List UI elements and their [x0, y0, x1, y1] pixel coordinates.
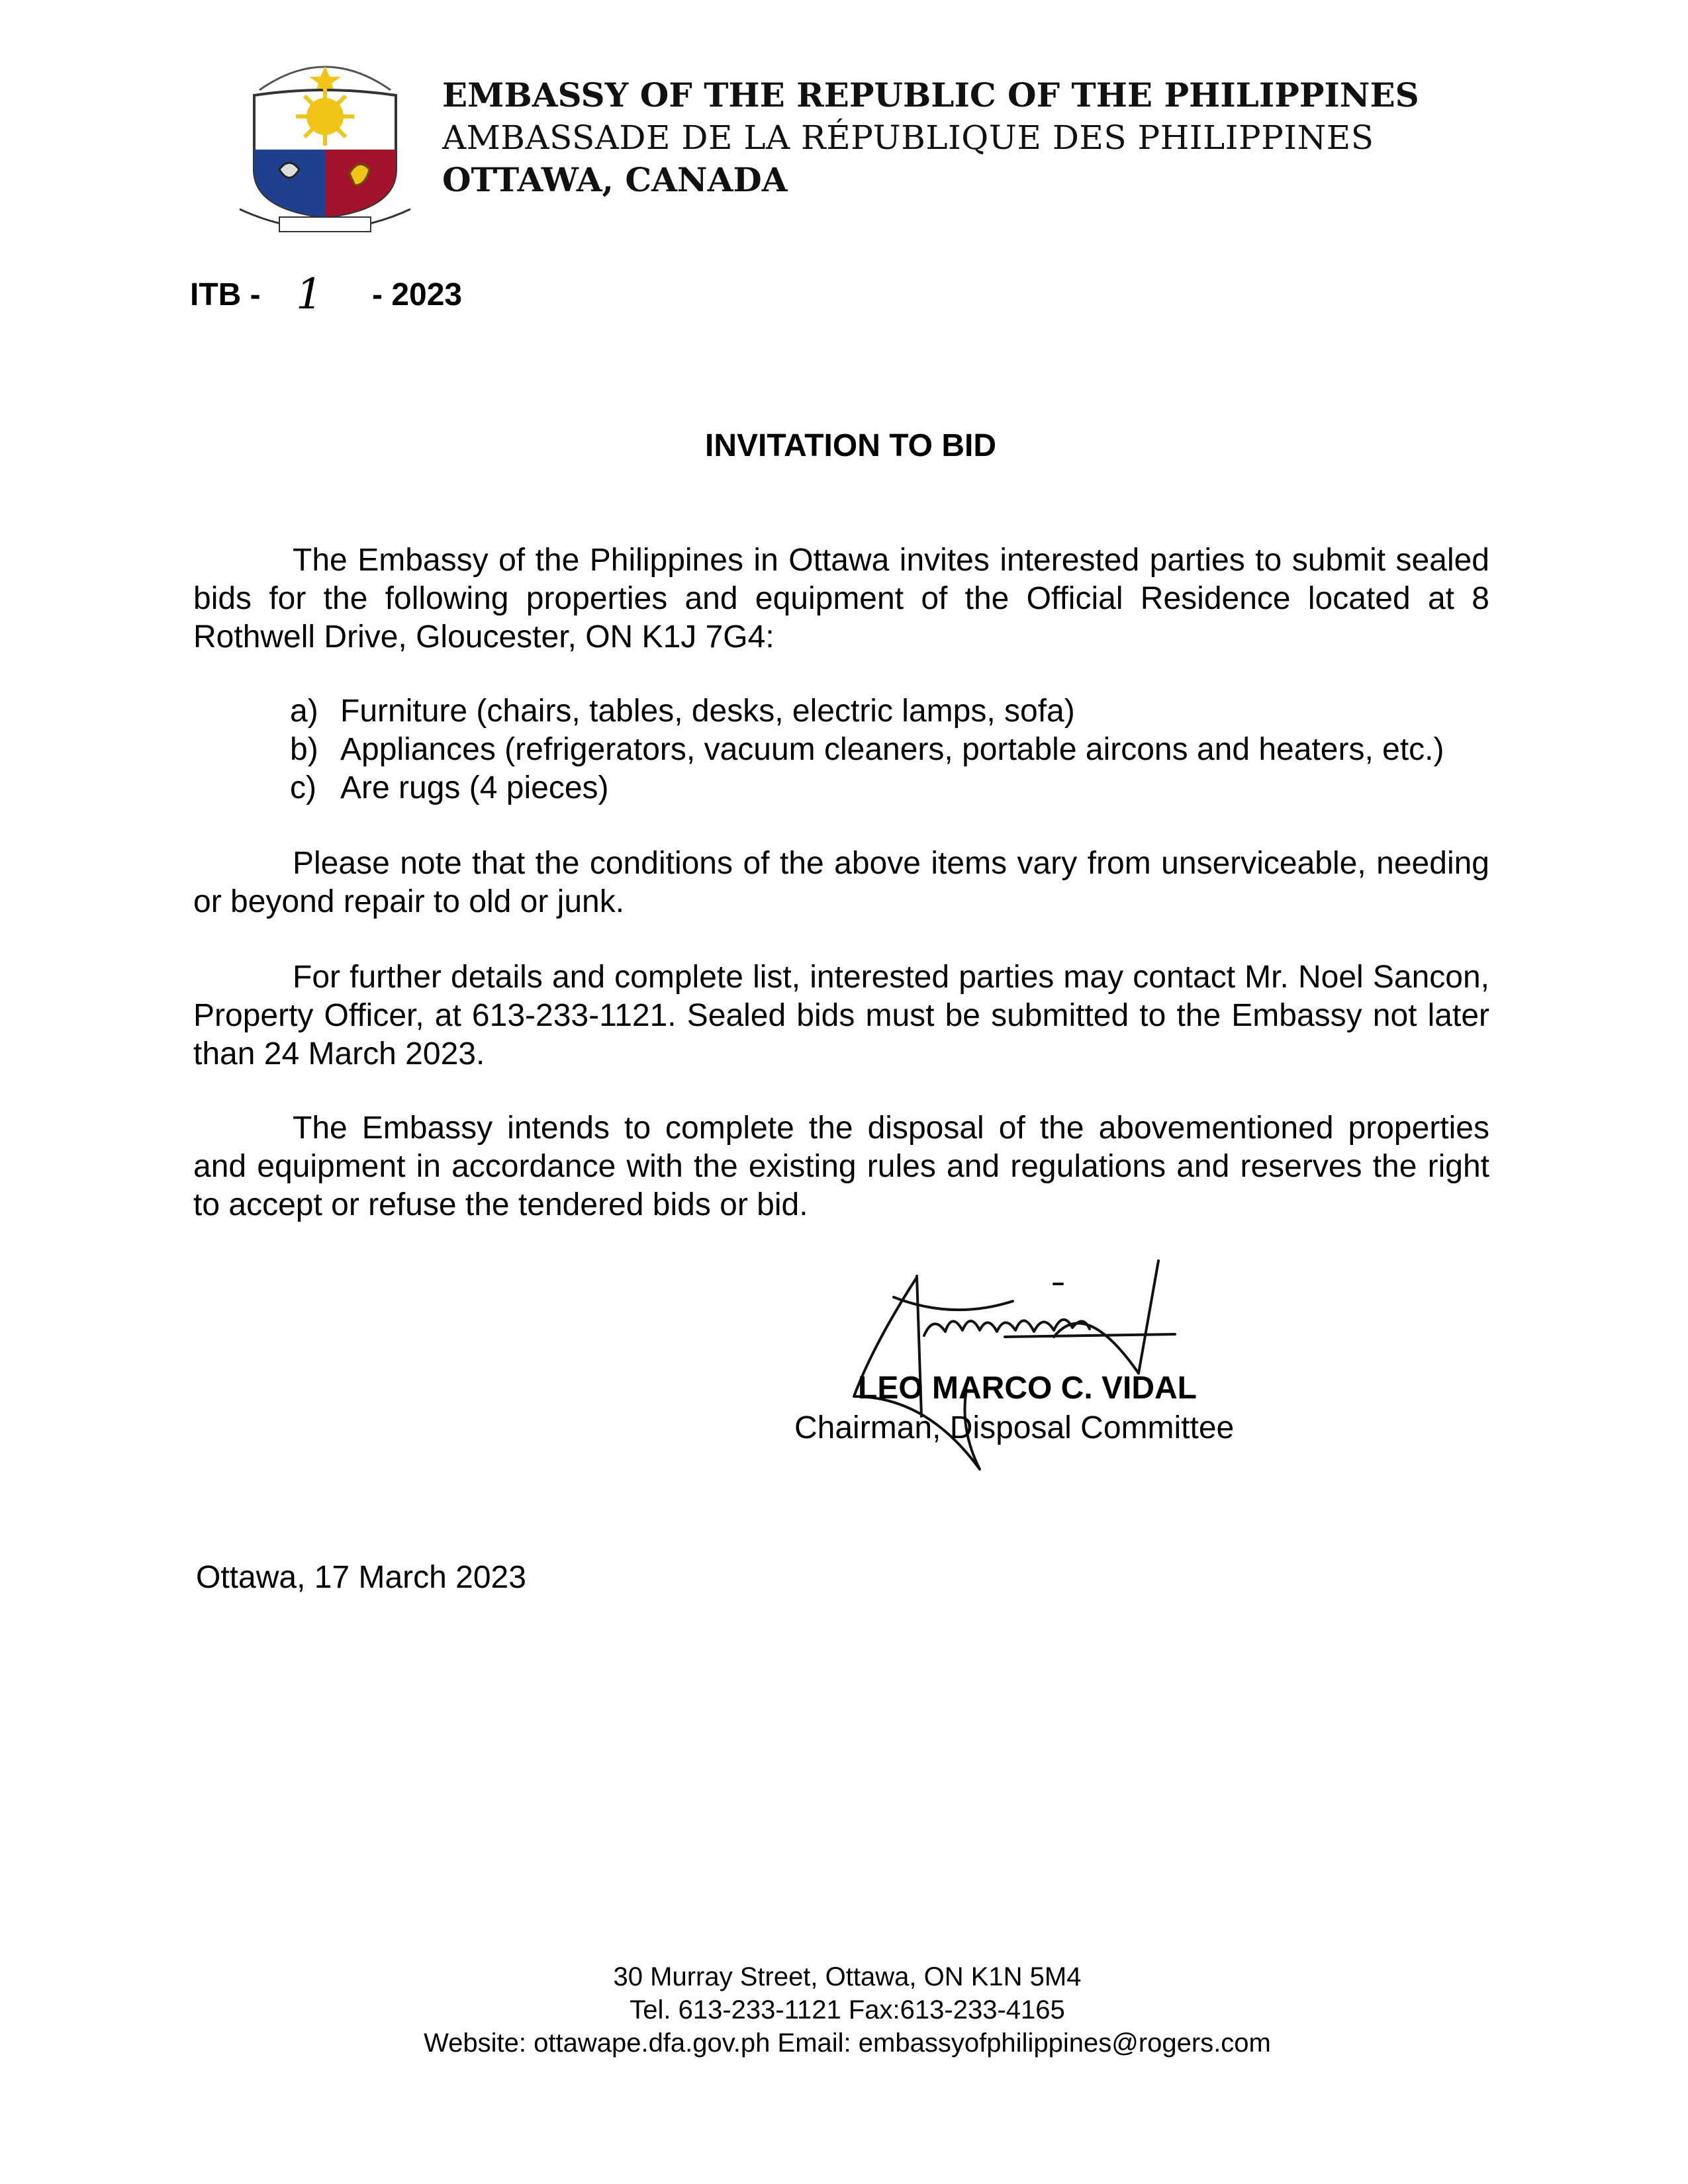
list-item	[290, 769, 1444, 807]
item-text: Appliances (refrigerators, vacuum cleaners, portable aircons and heaters, etc.)	[340, 732, 1444, 767]
embassy-name-french: AMBASSADE DE LA RÉPUBLIQUE DES PHILIPPINES	[442, 118, 1374, 157]
embassy-city: OTTAWA, CANADA	[442, 160, 788, 199]
paragraph-conditions: Please note that the conditions of the above items vary from unserviceable, needing or beyond repair to old or junk.	[193, 846, 1489, 919]
list-item	[290, 692, 1444, 731]
reference-handwritten-number: 1	[296, 270, 323, 319]
document-title: INVITATION TO BID	[705, 428, 996, 463]
footer-phone: Tel. 613-233-1121 Fax:613-233-4165	[630, 1995, 1065, 2025]
date-line: Ottawa, 17 March 2023	[196, 1560, 526, 1595]
item-marker: b)	[290, 732, 318, 767]
reference-number	[190, 270, 463, 319]
signatory-position: Chairman, Disposal Committee	[794, 1410, 1235, 1445]
paragraph-contact: For further details and complete list, interested parties may contact Mr. Noel Sancon, Property Officer, at 613-233-1121. Sealed bids must be submitted to the Embassy not later than 24 March 2023.	[193, 960, 1489, 1071]
footer-web: Website: ottawape.dfa.gov.ph Email: embassyofphilippines@rogers.com	[424, 2028, 1271, 2058]
footer	[0, 1960, 1688, 2060]
item-marker: c)	[290, 770, 316, 805]
reference-year: - 2023	[372, 277, 463, 312]
paragraph-intro: The Embassy of the Philippines in Ottawa invites interested parties to submit sealed bids for the following properties and equipment of the Official Residence located at 8 Rothwell Drive, Gloucester, ON K1J 7G4:	[193, 543, 1489, 655]
signatory-block	[794, 1369, 1234, 1448]
signatory-name: LEO MARCO C. VIDAL	[858, 1371, 1197, 1406]
embassy-name-english: EMBASSY OF THE REPUBLIC OF THE PHILIPPINES	[442, 75, 1419, 114]
philippine-seal-icon	[233, 44, 417, 242]
item-text: Are rugs (4 pieces)	[340, 770, 609, 805]
reference-prefix: ITB -	[190, 277, 261, 312]
letterhead	[442, 74, 1419, 201]
item-text: Furniture (chairs, tables, desks, electric lamps, sofa)	[340, 694, 1075, 729]
list-item	[290, 731, 1444, 769]
footer-address: 30 Murray Street, Ottawa, ON K1N 5M4	[613, 1962, 1082, 1991]
item-marker: a)	[290, 694, 318, 729]
item-list	[290, 692, 1444, 807]
paragraph-disposal: The Embassy intends to complete the disposal of the abovementioned properties and equipment in accordance with the existing rules and regulations and reserves the right to accept or refuse the tendered bids or bid.	[193, 1111, 1489, 1222]
